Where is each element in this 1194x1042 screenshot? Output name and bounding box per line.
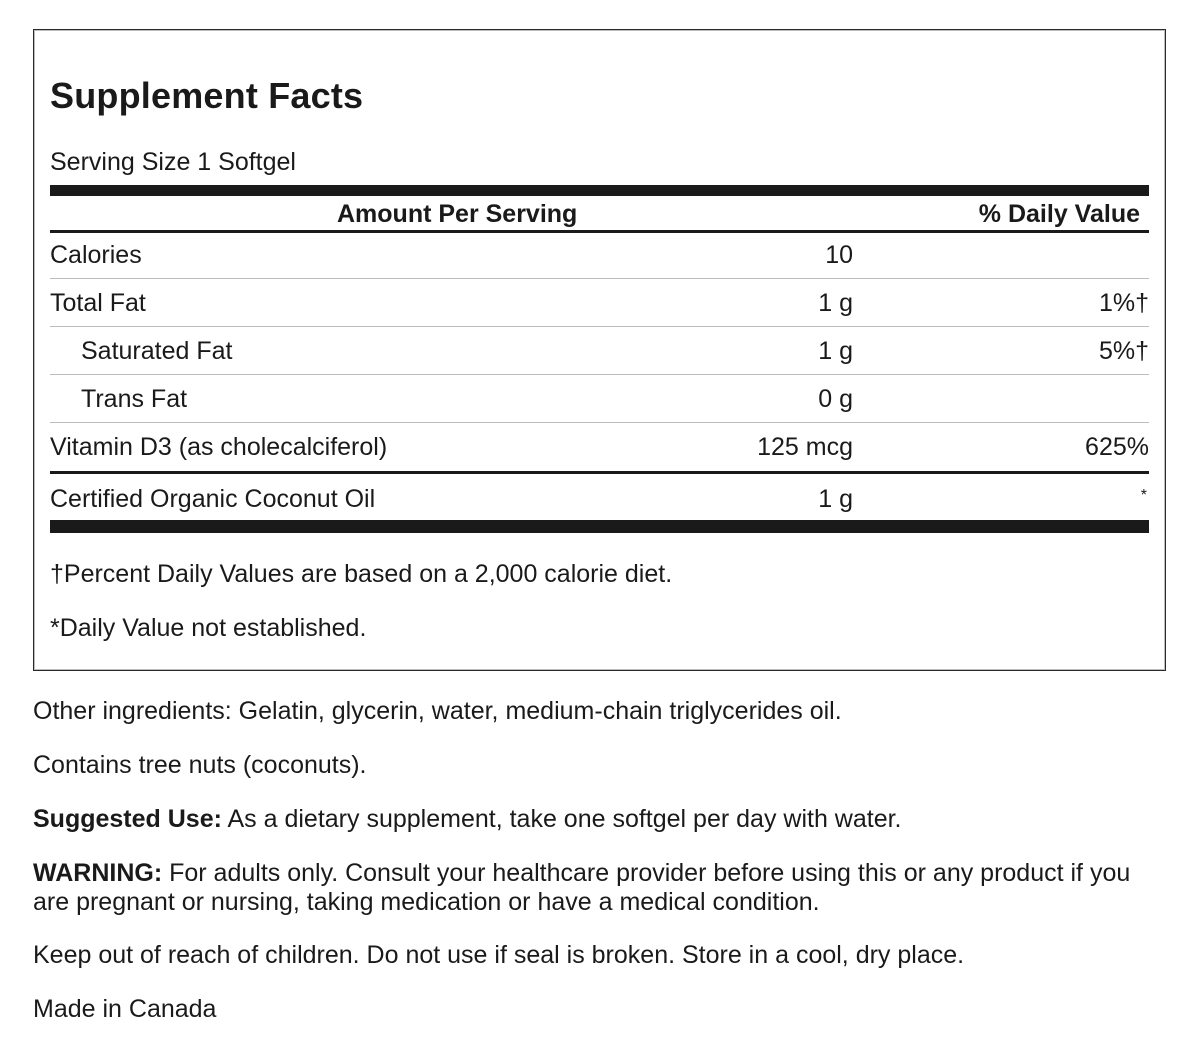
- calories-label: Calories: [50, 241, 142, 269]
- panel-title: Supplement Facts: [50, 75, 364, 116]
- row-divider: [50, 422, 1149, 423]
- footnote-not-established: *Daily Value not established.: [50, 614, 367, 642]
- allergen-statement: Contains tree nuts (coconuts).: [33, 751, 367, 779]
- coconut-oil-label: Certified Organic Coconut Oil: [50, 485, 376, 513]
- row-divider: [50, 278, 1149, 279]
- suggested-use-text: As a dietary supplement, take one softgel per day with water.: [221, 805, 902, 833]
- warning-label: WARNING:: [33, 859, 163, 887]
- storage-instructions: Keep out of reach of children. Do not use if seal is broken. Store in a cool, dry place.: [33, 941, 965, 969]
- total-fat-dv: 1%†: [1098, 289, 1149, 317]
- vitamin-d3-label: Vitamin D3 (as cholecalciferol): [50, 433, 388, 461]
- thick-divider: [50, 520, 1149, 533]
- daily-value-header: % Daily Value: [978, 200, 1140, 228]
- header-divider: [50, 230, 1149, 233]
- row-divider: [50, 374, 1149, 375]
- coconut-oil-dv: *: [1140, 487, 1147, 504]
- vitamin-d3-amount: 125 mcg: [757, 433, 853, 461]
- coconut-oil-amount: 1 g: [818, 485, 853, 513]
- vitamin-d3-dv: 625%: [1085, 433, 1149, 461]
- warning-text: For adults only. Consult your healthcare provider before using this or any product if you are pregnant or nursing, taking medication or have a medical condition.: [33, 859, 1131, 916]
- amount-per-serving-header: Amount Per Serving: [337, 200, 578, 228]
- suggested-use: [33, 805, 1153, 834]
- supplement-facts-panel: [33, 29, 1166, 671]
- warning: [33, 859, 1153, 917]
- saturated-fat-dv: 5%†: [1098, 337, 1149, 365]
- calories-amount: 10: [825, 241, 853, 269]
- trans-fat-label: Trans Fat: [81, 385, 188, 413]
- serving-size: Serving Size 1 Softgel: [50, 148, 296, 176]
- row-divider: [50, 326, 1149, 327]
- trans-fat-amount: 0 g: [818, 385, 853, 413]
- footnote-daily-values: †Percent Daily Values are based on a 2,000 calorie diet.: [50, 560, 673, 588]
- total-fat-amount: 1 g: [818, 289, 853, 317]
- other-ingredients: Other ingredients: Gelatin, glycerin, water, medium-chain triglycerides oil.: [33, 697, 842, 725]
- saturated-fat-label: Saturated Fat: [81, 337, 233, 365]
- thick-divider: [50, 185, 1149, 196]
- suggested-use-label: Suggested Use:: [33, 805, 222, 833]
- total-fat-label: Total Fat: [50, 289, 146, 317]
- country-of-origin: Made in Canada: [33, 995, 217, 1023]
- saturated-fat-amount: 1 g: [818, 337, 853, 365]
- section-divider: [50, 471, 1149, 474]
